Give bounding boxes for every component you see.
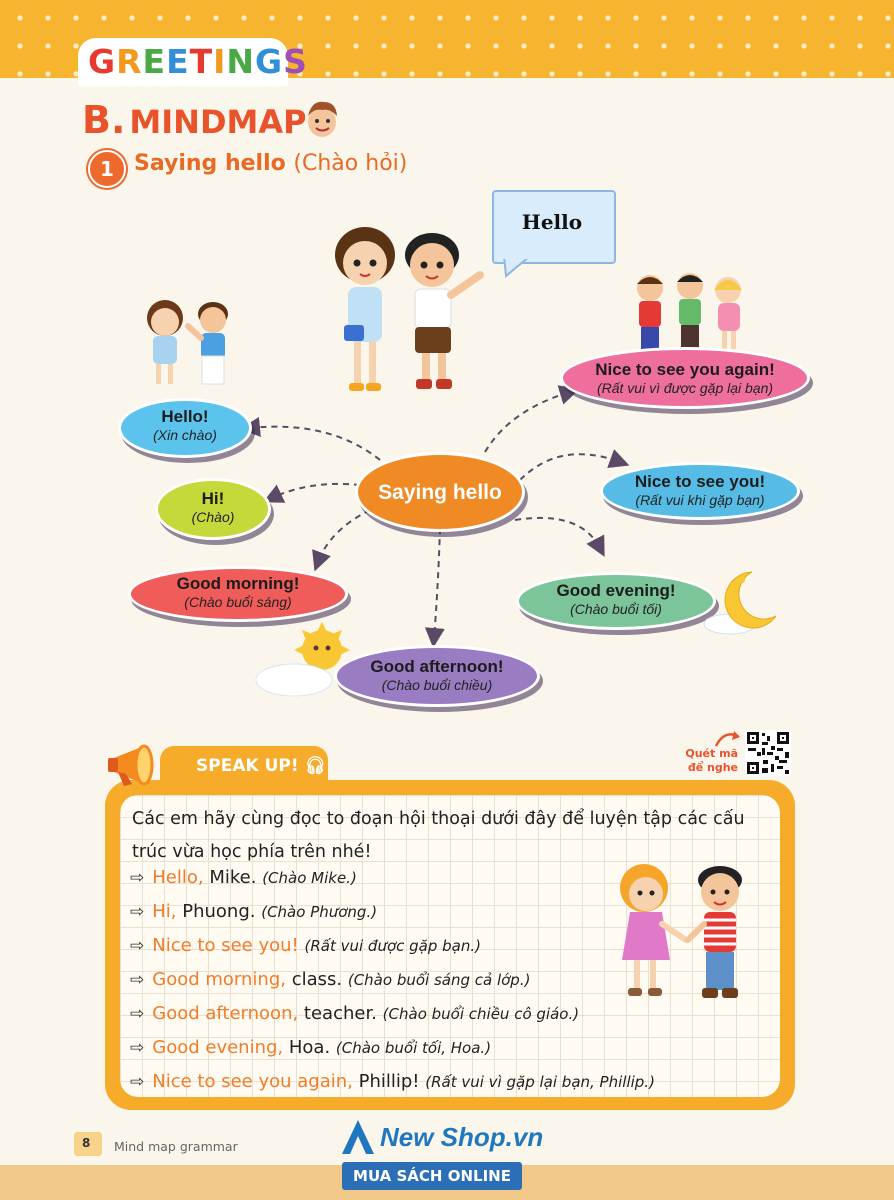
dialogue-rest: Mike. [203, 867, 257, 888]
title-letter: S [283, 42, 308, 81]
node-hello [118, 398, 252, 458]
node-nice-to-see-you [600, 462, 800, 520]
arrow-icon: ⇨ [130, 868, 145, 888]
dialogue-phrase: Nice to see you! [152, 935, 299, 956]
qr-code[interactable] [745, 730, 791, 776]
mindmap-center-label: Saying hello [378, 481, 502, 504]
node-hi-vi: (Chào) [191, 509, 235, 525]
dialogue-line-2 [130, 901, 377, 922]
node-hi [155, 478, 271, 540]
dialogue-phrase: Hello, [152, 867, 204, 888]
node-nice-to-see-you-en: Nice to see you! [634, 472, 766, 491]
page-title [88, 42, 308, 81]
section-name: MINDMAP [129, 103, 307, 141]
dialogue-rest: class. [285, 969, 343, 990]
arrow-icon: ⇨ [130, 970, 145, 990]
headphones-icon: 🎧︎ [304, 756, 327, 776]
handshake-kids-illustration [608, 860, 768, 1010]
node-nice-to-see-you-vi: (Rất vui khi gặp bạn) [635, 492, 765, 508]
node-good-afternoon [334, 645, 540, 707]
dialogue-line-6 [130, 1037, 491, 1058]
title-letter: E [142, 42, 167, 81]
small-kids-illustration [140, 296, 250, 391]
dialogue-translation: (Chào buổi sáng cả lớp.) [347, 971, 531, 989]
three-kids-illustration [630, 268, 750, 358]
section-letter: B. [82, 98, 126, 142]
title-letter: G [255, 42, 284, 81]
dialogue-phrase: Good afternoon, [152, 1003, 299, 1024]
node-nice-to-see-you-again [560, 347, 810, 409]
dialogue-phrase: Good evening, [152, 1037, 284, 1058]
page-number: 8 [82, 1136, 91, 1150]
arrow-icon: ⇨ [130, 1038, 145, 1058]
dialogue-translation: (Chào buổi tối, Hoa.) [335, 1039, 492, 1057]
qr-label-line2: để nghe [687, 761, 738, 774]
node-good-evening-en: Good evening! [556, 581, 676, 600]
node-good-afternoon-vi: (Chào buổi chiều) [381, 677, 493, 693]
kids-illustration [320, 225, 500, 405]
node-nice-to-see-you-again-vi: (Rất vui vì được gặp lại bạn) [596, 380, 774, 396]
dialogue-line-7 [130, 1071, 655, 1092]
shop-logo[interactable]: New Shop.vn [380, 1122, 544, 1152]
dialogue-line-4 [130, 969, 530, 990]
subsection-title-vi: (Chào hỏi) [293, 151, 408, 176]
title-letter: E [166, 42, 190, 81]
speech-bubble-text: Hello [521, 210, 583, 234]
arrow-icon: ⇨ [130, 902, 145, 922]
dialogue-phrase: Hi, [152, 901, 177, 922]
title-letter: I [213, 42, 227, 81]
speak-up-text: SPEAK UP! [196, 756, 299, 776]
node-nice-to-see-you-again-en: Nice to see you again! [595, 360, 775, 379]
dialogue-rest: Hoa. [283, 1037, 331, 1058]
title-letter: R [116, 42, 143, 81]
subsection-title [134, 151, 407, 176]
shop-logo-icon [340, 1118, 376, 1156]
arrow-icon: ⇨ [130, 1004, 145, 1024]
sun-icon [254, 622, 354, 702]
dialogue-translation: (Chào Mike.) [262, 869, 357, 887]
speak-up-intro: Các em hãy cùng đọc to đoạn hội thoại dưới đây để luyện tập các cấu trúc vừa học phía trên nhé! [132, 809, 745, 862]
megaphone-icon [104, 740, 174, 790]
mindmap-center [355, 452, 525, 532]
dialogue-translation: (Chào Phương.) [261, 903, 378, 921]
subsection-number: 1 [88, 150, 126, 188]
node-good-afternoon-en: Good afternoon! [370, 657, 504, 676]
shop-tagline[interactable]: MUA SÁCH ONLINE [342, 1162, 522, 1190]
subsection-title-en: Saying hello [134, 151, 286, 176]
node-hello-vi: (Xin chào) [153, 427, 217, 443]
title-letter: N [226, 42, 256, 81]
node-hi-en: Hi! [201, 489, 225, 508]
boy-face-icon [302, 96, 342, 140]
node-good-morning-en: Good morning! [176, 574, 300, 593]
arrow-icon: ⇨ [130, 936, 145, 956]
title-letter: G [88, 42, 117, 81]
book-title: Mind map grammar [114, 1139, 238, 1154]
node-hello-en: Hello! [161, 407, 209, 426]
section-title [82, 98, 307, 142]
speech-bubble-tail [500, 256, 540, 280]
dialogue-line-5 [130, 1003, 579, 1024]
dialogue-line-1 [130, 867, 357, 888]
arrow-icon: ⇨ [130, 1072, 145, 1092]
curved-arrow-icon [714, 728, 742, 750]
qr-label [668, 747, 738, 775]
dialogue-rest: Phillip! [352, 1071, 420, 1092]
speak-up-label [196, 756, 326, 776]
dialogue-line-3 [130, 935, 481, 956]
dialogue-translation: (Rất vui vì gặp lại bạn, Phillip.) [425, 1073, 655, 1091]
dialogue-phrase: Good morning, [152, 969, 286, 990]
node-good-evening [516, 572, 716, 630]
qr-label-line1: Quét mã [685, 747, 738, 760]
dialogue-translation: (Chào buổi chiều cô giáo.) [382, 1005, 580, 1023]
node-good-morning-vi: (Chào buổi sáng) [184, 594, 292, 610]
moon-icon [700, 566, 784, 636]
dialogue-rest: Phuong. [176, 901, 256, 922]
node-good-evening-vi: (Chào buổi tối) [570, 601, 662, 617]
title-letter: T [189, 42, 214, 81]
dialogue-rest: teacher. [298, 1003, 377, 1024]
node-good-morning [128, 566, 348, 622]
dialogue-translation: (Rất vui được gặp bạn.) [304, 937, 481, 955]
dialogue-phrase: Nice to see you again, [152, 1071, 353, 1092]
